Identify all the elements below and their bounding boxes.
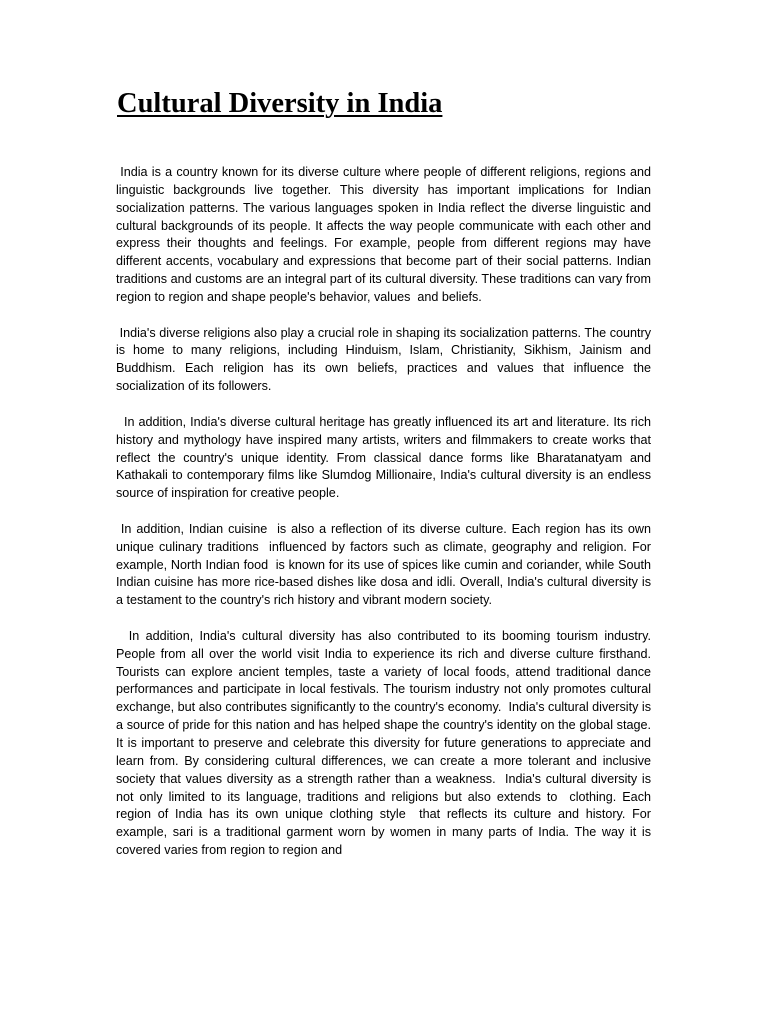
document-title: Cultural Diversity in India — [117, 88, 443, 119]
paragraph-art-literature: In addition, India's diverse cultural heritage has greatly influenced its art and literature. Its rich history and mythology have inspired many artists, writers and filmmakers to create works that reflect the country's unique identity. From classical dance forms like Bharatanatyam and Kathakali to contemporary films like Slumdog Millionaire, India's cultural diversity is an endless source of inspiration for creative people. — [116, 414, 655, 501]
paragraph-religions: India's diverse religions also play a crucial role in shaping its socialization patterns. The country is home to many religions, including Hinduism, Islam, Christianity, Sikhism, Jainism and Buddhism. Each religion has its own beliefs, practices and values that influence the socialization of its followers. — [116, 325, 655, 394]
paragraph-language: India is a country known for its diverse culture where people of different religions, regions and linguistic backgrounds live together. This diversity has important implications for Indian socialization patterns. The various languages spoken in India reflect the diverse linguistic and cultural backgrounds of its people. It affects the way people communicate with each other and express their thoughts and feelings. For example, people from different regions may have different accents, vocabulary and expressions that become part of their social patterns. Indian traditions and customs are an integral part of its cultural diversity. These traditions can vary from region to region and shape people's behavior, values and beliefs. — [116, 165, 658, 304]
paragraph-cuisine: In addition, Indian cuisine is also a reflection of its diverse culture. Each region has its own unique culinary traditions influenced by factors such as climate, geography and religion. For example, North Indian food is known for its use of spices like cumin and coriander, while South Indian cuisine has more rice-based dishes like dosa and idli. Overall, India's cultural diversity is a testament to the country's rich history and vibrant modern society. — [116, 521, 655, 608]
document-body — [116, 164, 658, 860]
paragraph-tourism-clothing: In addition, India's cultural diversity has also contributed to its booming tourism industry. People from all over the world visit India to experience its rich and diverse culture firsthand. Tourists can explore ancient temples, taste a variety of local foods, attend traditional dance performances and participate in local festivals. The tourism industry not only promotes cultural exchange, but also contributes significantly to the country's economy. India's cultural diversity is a source of pride for this nation and has helped shape the country's identity on the global stage. It is important to preserve and celebrate this diversity for future generations to appreciate and learn from. By considering cultural differences, we can create a more tolerant and inclusive society that values diversity as a strength rather than a weakness. India's cultural diversity is not only limited to its language, traditions and religions but also extends to clothing. Each region of India has its own unique clothing style that reflects its culture and history. For example, sari is a traditional garment worn by women in many parts of India. The way it is covered varies from region to region and — [116, 628, 655, 858]
